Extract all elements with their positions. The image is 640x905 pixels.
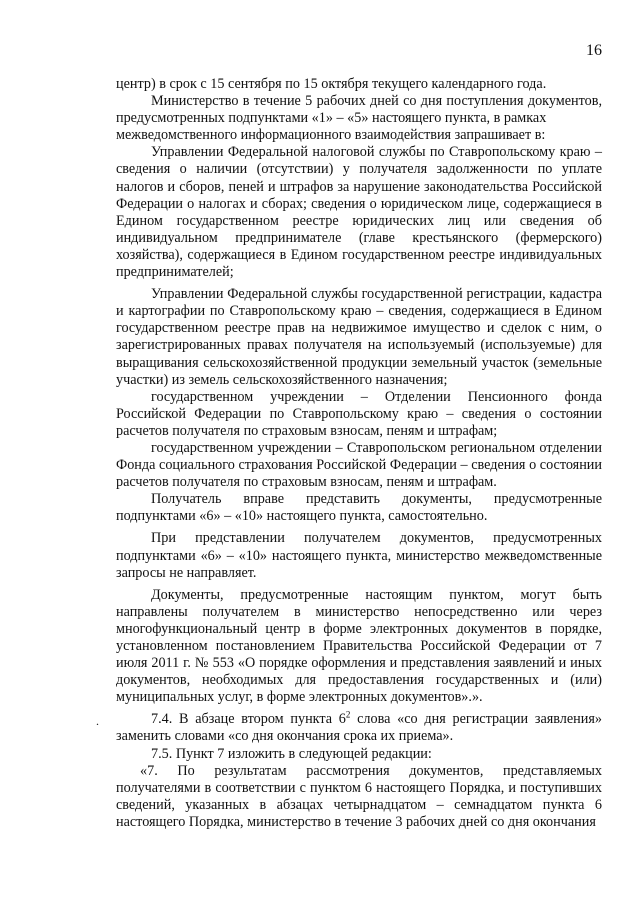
page-number: 16	[586, 42, 602, 59]
paragraph-11	[116, 711, 602, 745]
superscript: 2	[345, 709, 351, 720]
paragraph-11-start: 7.4. В абзаце втором пункта 6	[151, 711, 346, 728]
paragraph-13: «7. По результатам рассмотрения документов, представляемых получателями в соответствии с пунктом 6 настоящего Порядка, и поступивших сведений, указанных в абзацах четырнадцатом – семнадцатом пункта 6 настоящего Порядка, министерство в течение 3 рабочих дней со дня окончания	[116, 762, 602, 830]
paragraph-1: центр) в срок с 15 сентября по 15 октября текущего календарного года.	[116, 76, 547, 92]
paragraph-12: 7.5. Пункт 7 изложить в следующей редакции:	[151, 745, 432, 762]
paragraph-6: государственном учреждении – Отделении Пенсионного фонда Российской Федерации по Ставропольскому краю – сведения о состоянии расчетов получателя по страховым взносам, пеням и штрафам;	[116, 388, 602, 439]
paragraph-7: государственном учреждении – Ставропольском региональном отделении Фонда социального страхования Российской Федерации – сведения о состоянии расчетов получателя по страховым взносам, пеням и штрафам.	[116, 439, 602, 491]
paragraph-10: Документы, предусмотренные настоящим пунктом, могут быть направлены получателем в министерство непосредственно или через многофункциональный центр в форме электронных документов в порядке, установленном постановлением Правительства Российской Федерации от 7 июля 2011 г. № 553 «О порядке оформления и представления заявлений и иных документов, необходимых для предоставления государственных и (или) муниципальных услуг, в форме электронных документов».».	[116, 586, 602, 706]
paragraph-3: межведомственного информационного взаимодействия запрашивает в:	[116, 127, 546, 144]
document-body	[116, 76, 602, 831]
paragraph-11-end: слова «со дня регистрации заявления» заменить словами «со дня окончания срока их приема».	[116, 711, 602, 745]
paragraph-5: Управлении Федеральной службы государственной регистрации, кадастра и картографии по Ставропольскому краю – сведения, содержащиеся в Едином государственном реестре прав на недвижимое имущество и сделок с ним, о зарегистрированных правах получателя на используемый (используемые) для выращивания сельскохозяйственной продукции земельный участок (земельные участки) из земель сельскохозяйственного назначения;	[116, 286, 602, 388]
paragraph-9: При представлении получателем документов, предусмотренных подпунктами «6» – «10» настоящего пункта, министерство межведомственные запросы не направляет.	[116, 530, 602, 581]
margin-mark: .	[96, 714, 99, 728]
paragraph-4: Управлении Федеральной налоговой службы по Ставропольскому краю – сведения о наличии (отсутствии) у получателя задолженности по уплате налогов и сборов, пеней и штрафов за нарушение законодательства Российской Федерации о налогах и сборах; сведения о юридическом лице, содержащиеся в Едином государственном реестре юридических лиц или сведения об индивидуальном предпринимателе (главе крестьянского (фермерского) хозяйства), содержащиеся в Едином государственном реестре индивидуальных предпринимателей;	[116, 144, 602, 281]
paragraph-2: Министерство в течение 5 рабочих дней со дня поступления документов, предусмотренных подпунктами «1» – «5» настоящего пункта, в рамках	[116, 93, 602, 127]
paragraph-8: Получатель вправе представить документы, предусмотренные подпунктами «6» – «10» настоящего пункта, самостоятельно.	[116, 491, 602, 525]
